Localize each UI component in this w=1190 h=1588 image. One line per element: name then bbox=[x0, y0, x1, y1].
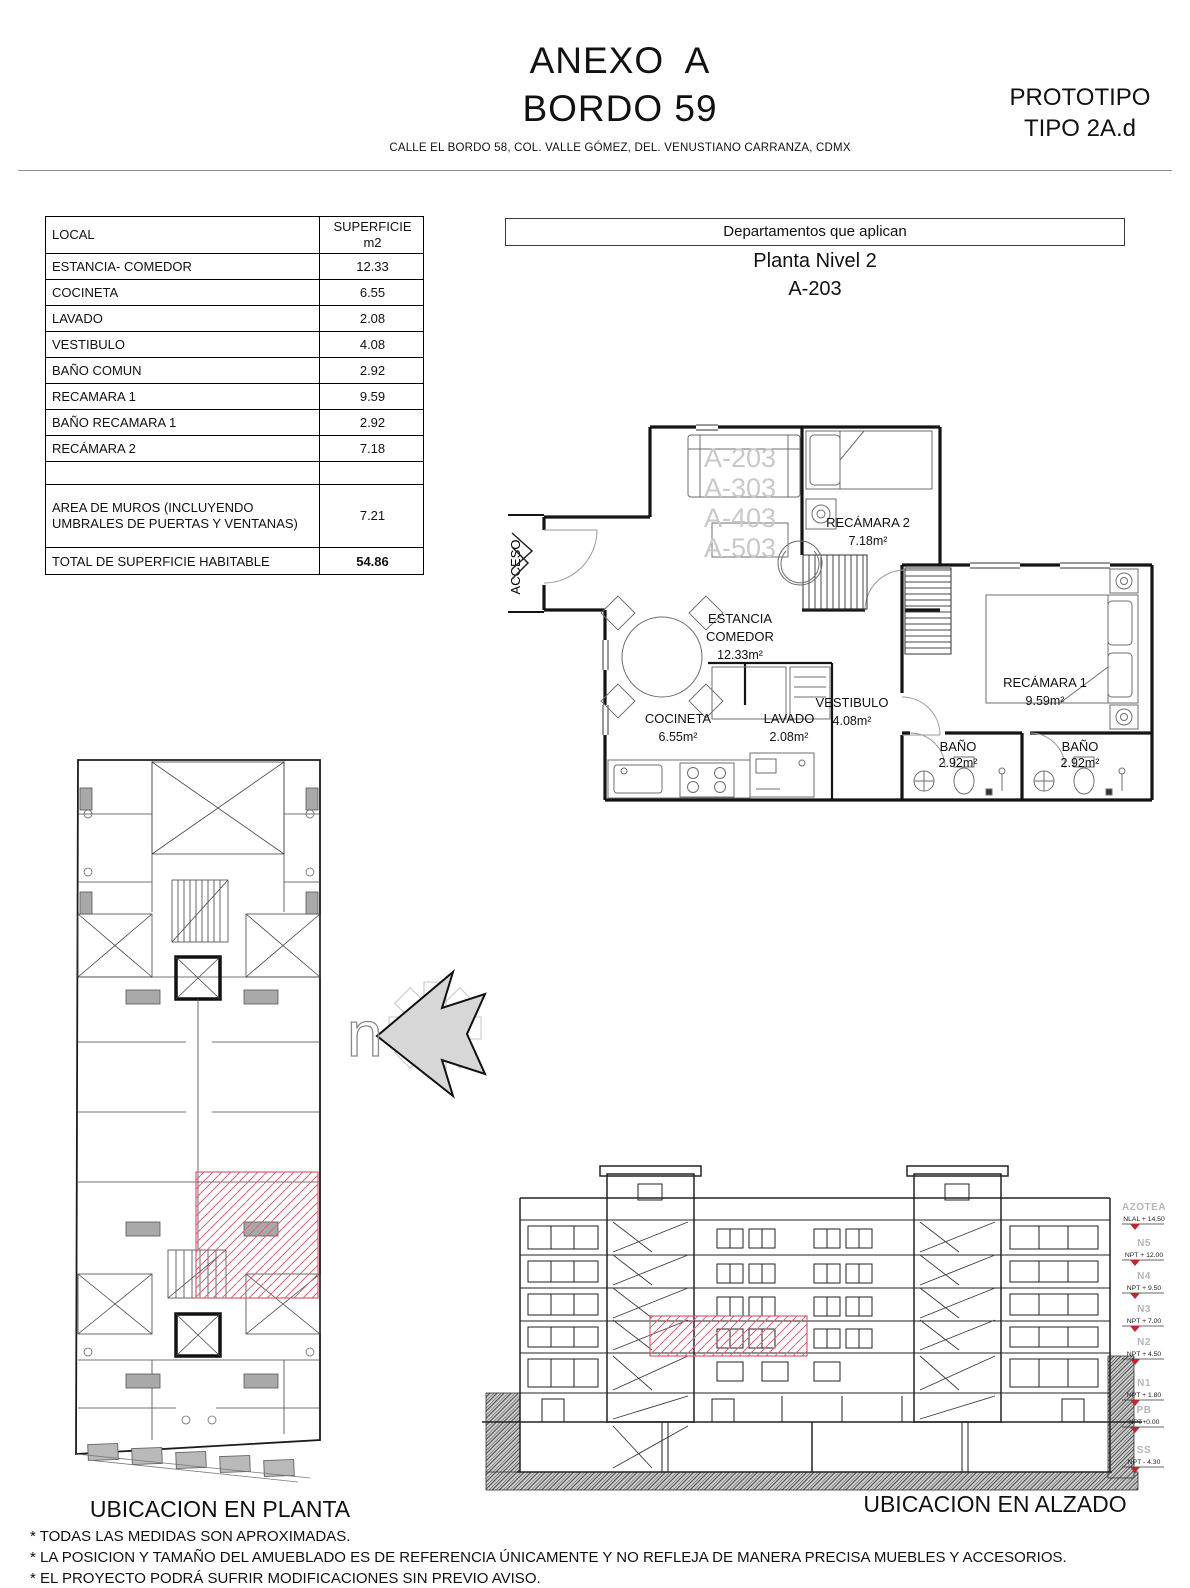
row-value: 2.08 bbox=[320, 306, 424, 332]
table-row bbox=[46, 280, 424, 306]
level-title: Planta Nivel 2 bbox=[753, 250, 877, 272]
windows-right bbox=[1010, 1226, 1098, 1387]
level-n3 bbox=[1122, 1304, 1164, 1332]
header-divider bbox=[18, 170, 1172, 171]
elevation-outline bbox=[482, 1166, 1142, 1472]
area-bano2: 2.92m² bbox=[1060, 756, 1100, 770]
sheet-title-line1: ANEXO A bbox=[529, 40, 711, 81]
ground-floor bbox=[542, 1396, 1084, 1472]
watermark-a303: A-303 bbox=[703, 473, 777, 503]
level-name: N3 bbox=[1137, 1304, 1151, 1315]
area-recamara1: 9.59m² bbox=[1025, 694, 1065, 708]
level-name: N5 bbox=[1137, 1238, 1151, 1249]
level-npt: NLAL + 14.50 bbox=[1123, 1216, 1165, 1223]
level-npt: NPT - 4.30 bbox=[1127, 1459, 1161, 1466]
stove bbox=[680, 763, 734, 797]
row-label: TOTAL DE SUPERFICIE HABITABLE bbox=[46, 548, 320, 575]
note-3: * EL PROYECTO PODRÁ SUFRIR MODIFICACIONES SIN PREVIO AVISO. bbox=[30, 1570, 541, 1587]
plumbing-fixtures bbox=[84, 810, 314, 1424]
toilet bbox=[1074, 768, 1094, 794]
table-row bbox=[46, 410, 424, 436]
table-row bbox=[46, 332, 424, 358]
acceso bbox=[508, 533, 532, 594]
level-npt: NPT + 4.50 bbox=[1126, 1351, 1162, 1358]
areas-table bbox=[45, 216, 424, 575]
departamentos-box: Departamentos que aplican bbox=[505, 218, 1125, 246]
row-label: VESTIBULO bbox=[46, 332, 320, 358]
sheet-title-line2: BORDO 59 bbox=[522, 88, 718, 129]
row-label: RECAMARA 1 bbox=[46, 384, 320, 410]
light-well bbox=[152, 762, 284, 854]
row-value: 12.33 bbox=[320, 254, 424, 280]
row-label: BAÑO COMUN bbox=[46, 358, 320, 384]
acceso-label: ACCESO bbox=[508, 539, 523, 595]
level-npt: NPT + 7.00 bbox=[1126, 1318, 1162, 1325]
level-name: N4 bbox=[1137, 1271, 1151, 1282]
prototype-line2: TIPO 2A.d bbox=[1023, 115, 1137, 142]
building-location-plan bbox=[66, 752, 338, 1500]
table-row bbox=[46, 306, 424, 332]
level-name: AZOTEA bbox=[1121, 1202, 1167, 1213]
level-npt: NPT + 1.80 bbox=[1126, 1392, 1162, 1399]
table-row bbox=[46, 384, 424, 410]
table-row bbox=[46, 254, 424, 280]
project-address: CALLE EL BORDO 58, COL. VALLE GÓMEZ, DEL. VENUSTIANO CARRANZA, CDMX bbox=[389, 142, 851, 154]
label-estancia-2: COMEDOR bbox=[706, 629, 774, 644]
level-name: N1 bbox=[1137, 1378, 1151, 1389]
row-label: LAVADO bbox=[46, 306, 320, 332]
row-label: COCINETA bbox=[46, 280, 320, 306]
label-cocineta: COCINETA bbox=[644, 711, 712, 726]
label-recamara1: RECÁMARA 1 bbox=[1003, 675, 1087, 690]
north-arrow-icon bbox=[335, 950, 505, 1105]
level-n5 bbox=[1122, 1238, 1164, 1266]
row-value: 7.21 bbox=[320, 485, 424, 548]
label-recamara2: RECÁMARA 2 bbox=[826, 515, 910, 530]
highlighted-unit-area bbox=[196, 1172, 318, 1298]
prototype-line1: PROTOTIPO bbox=[1009, 84, 1151, 111]
closet-recamara2 bbox=[803, 555, 867, 609]
row-value: 4.08 bbox=[320, 332, 424, 358]
building-elevation bbox=[462, 1156, 1168, 1504]
row-label: RECÁMARA 2 bbox=[46, 436, 320, 462]
kitchen-counter bbox=[608, 760, 750, 798]
label-lavado: LAVADO bbox=[763, 711, 815, 726]
col-header-superficie-l2: m2 bbox=[363, 235, 382, 250]
level-name: N2 bbox=[1137, 1337, 1151, 1348]
level-azotea bbox=[1122, 1202, 1166, 1230]
level-npt: NPT+0.00 bbox=[1128, 1419, 1160, 1426]
highlighted-unit-elevation bbox=[650, 1316, 807, 1356]
level-npt: NPT + 9.50 bbox=[1126, 1285, 1162, 1292]
light-well bbox=[78, 1274, 152, 1334]
unit-title: A-203 bbox=[788, 278, 842, 300]
location-plan-title: UBICACION EN PLANTA bbox=[89, 1496, 351, 1522]
watermark-a503: A-503 bbox=[703, 533, 777, 563]
table-row-muros bbox=[46, 485, 424, 548]
area-recamara2: 7.18m² bbox=[848, 534, 888, 548]
row-value: 6.55 bbox=[320, 280, 424, 306]
table-row-total bbox=[46, 548, 424, 575]
elevation-title: UBICACION EN ALZADO bbox=[863, 1491, 1127, 1517]
watermark-a203: A-203 bbox=[703, 443, 777, 473]
row-value-total: 54.86 bbox=[320, 548, 424, 575]
row-value: 9.59 bbox=[320, 384, 424, 410]
col-header-local: LOCAL bbox=[46, 217, 320, 254]
level-n4 bbox=[1122, 1271, 1164, 1299]
row-label: BAÑO RECAMARA 1 bbox=[46, 410, 320, 436]
toilet bbox=[954, 768, 974, 794]
label-bano1: BAÑO bbox=[939, 739, 977, 754]
closet-recamara1 bbox=[905, 568, 951, 654]
row-value: 7.18 bbox=[320, 436, 424, 462]
row-label: AREA DE MUROS (INCLUYENDO UMBRALES DE PUERTAS Y VENTANAS) bbox=[46, 485, 320, 548]
unit-watermarks bbox=[704, 443, 776, 563]
note-2: * LA POSICION Y TAMAÑO DEL AMUEBLADO ES DE REFERENCIA ÚNICAMENTE Y NO REFLEJA DE MANERA PRECISA MUEBLES Y ACCESORIOS. bbox=[30, 1549, 1067, 1566]
light-well bbox=[78, 914, 152, 977]
label-bano2: BAÑO bbox=[1061, 739, 1099, 754]
watermark-a403: A-403 bbox=[703, 503, 777, 533]
shower bbox=[999, 768, 1005, 774]
col-header-superficie-l1: SUPERFICIE bbox=[333, 219, 412, 234]
row-value: 2.92 bbox=[320, 410, 424, 436]
windows-middle bbox=[717, 1229, 872, 1381]
level-name: PB bbox=[1136, 1405, 1152, 1416]
area-bano1: 2.92m² bbox=[938, 756, 978, 770]
table-row-empty bbox=[46, 462, 424, 485]
table-row bbox=[46, 436, 424, 462]
bed-single bbox=[806, 431, 932, 489]
label-estancia-1: ESTANCIA bbox=[707, 611, 773, 626]
light-well bbox=[246, 914, 320, 977]
stair-core bbox=[172, 880, 228, 942]
level-name: SS bbox=[1136, 1445, 1152, 1456]
street-balconies bbox=[88, 1443, 295, 1476]
windows-left bbox=[528, 1226, 598, 1387]
col-header-superficie bbox=[320, 217, 424, 254]
label-vestibulo: VESTIBULO bbox=[815, 695, 889, 710]
row-value: 2.92 bbox=[320, 358, 424, 384]
shower bbox=[1119, 768, 1125, 774]
note-1: * TODAS LAS MEDIDAS SON APROXIMADAS. bbox=[30, 1528, 351, 1545]
apartment-floor-plan bbox=[500, 405, 1160, 833]
washing-machine bbox=[750, 753, 814, 797]
row-label: ESTANCIA- COMEDOR bbox=[46, 254, 320, 280]
nightstand bbox=[1110, 569, 1138, 729]
dining-set bbox=[601, 596, 723, 718]
area-lavado: 2.08m² bbox=[769, 730, 809, 744]
area-estancia: 12.33m² bbox=[717, 648, 763, 662]
table-row bbox=[46, 358, 424, 384]
level-npt: NPT + 12.00 bbox=[1124, 1252, 1164, 1259]
north-arrow-head bbox=[377, 972, 485, 1096]
north-letter: n bbox=[347, 998, 383, 1070]
prototype-label bbox=[975, 82, 1185, 144]
area-vestibulo: 4.08m² bbox=[832, 714, 872, 728]
floor-slabs bbox=[520, 1220, 1110, 1393]
area-cocineta: 6.55m² bbox=[658, 730, 698, 744]
